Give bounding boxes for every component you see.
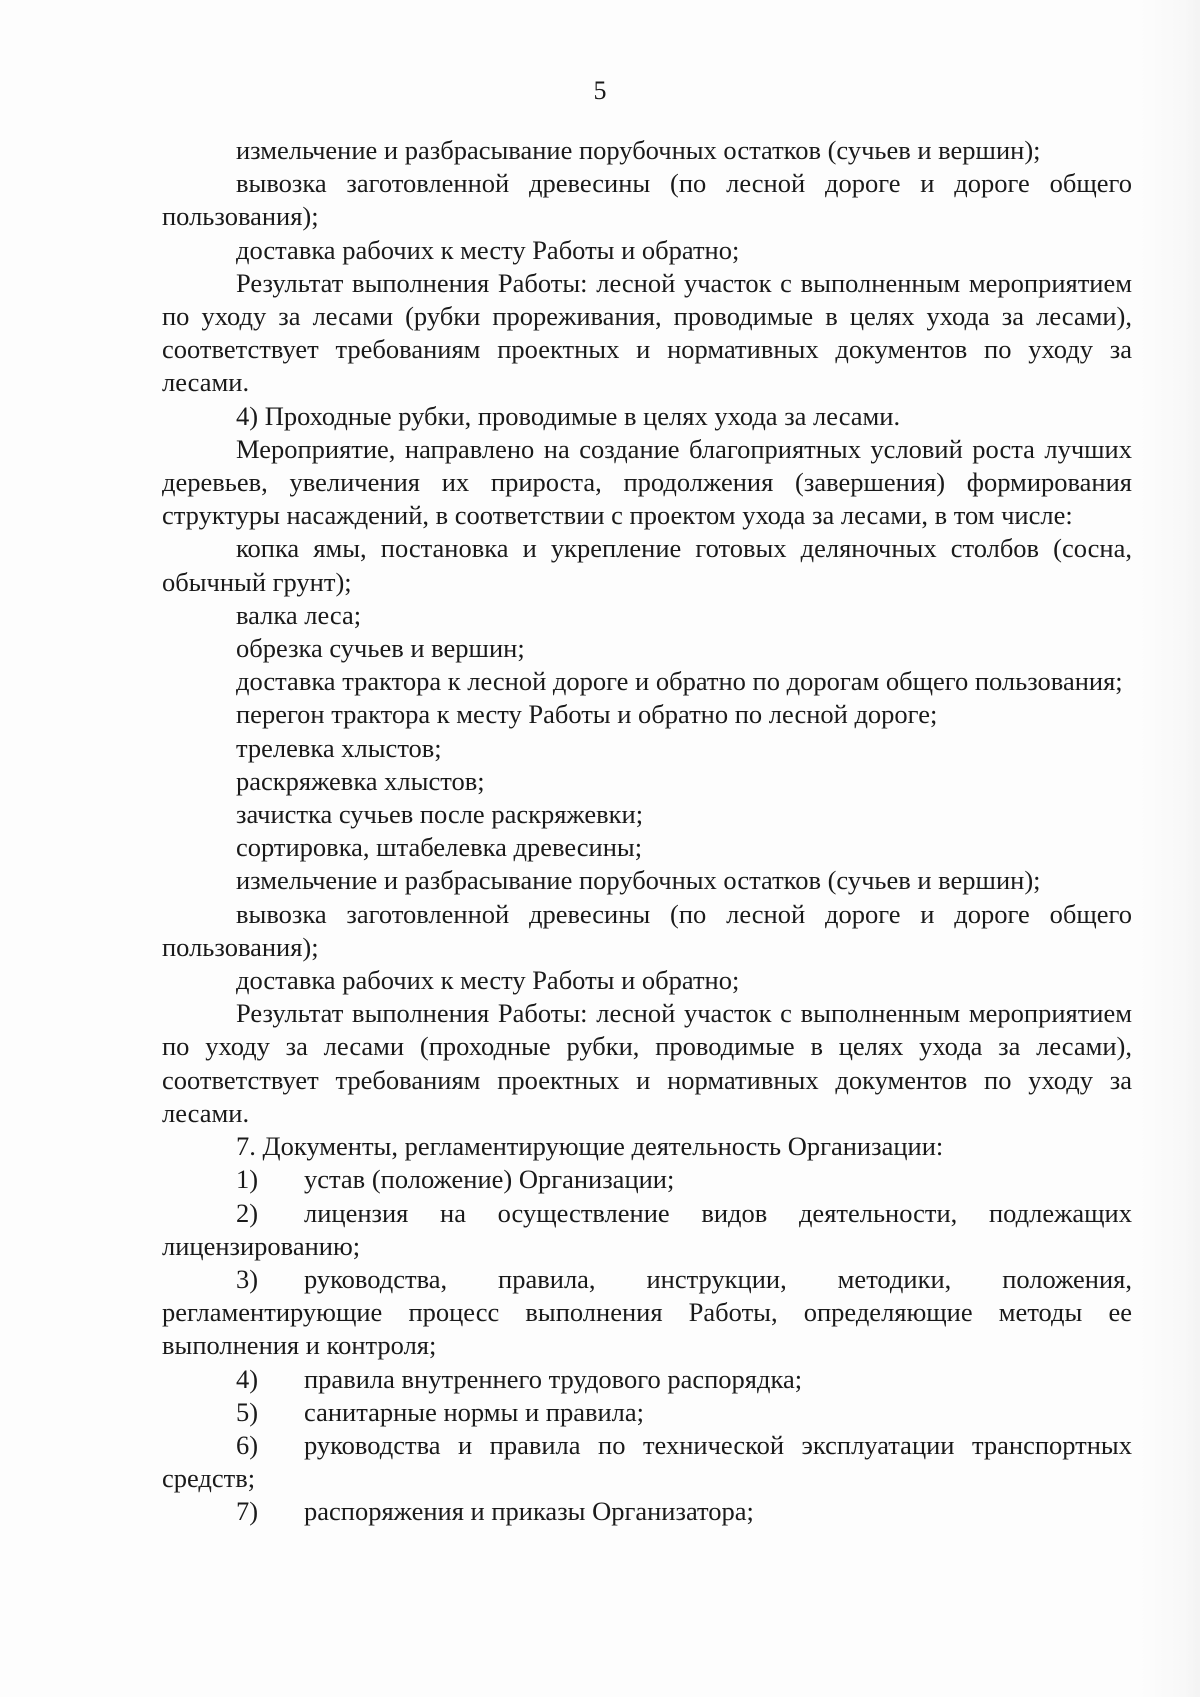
paragraph: трелевка хлыстов; xyxy=(236,732,442,763)
numbered-item xyxy=(162,1163,1132,1196)
paragraph: валка леса; xyxy=(236,599,362,630)
item-number: 4) xyxy=(236,1363,259,1394)
paragraph: перегон трактора к месту Работы и обратно по лесной дороге; xyxy=(236,699,938,730)
numbered-item xyxy=(162,1429,1132,1495)
paragraph: Мероприятие, направлено на создание благоприятных условий роста лучших деревьев, увеличения их прироста, продолжения (завершения) формирования структуры насаждений, в соответствии с проектом ухода за лесами, в том числе: xyxy=(162,433,1132,531)
item-text: лицензия на осуществление видов деятельности, подлежащих лицензированию; xyxy=(162,1197,1132,1261)
item-number: 5) xyxy=(236,1396,259,1427)
numbered-item xyxy=(162,1197,1132,1263)
paragraph: раскряжевка хлыстов; xyxy=(236,765,485,796)
numbered-item xyxy=(162,1396,1132,1429)
paragraph: измельчение и разбрасывание порубочных остатков (сучьев и вершин); xyxy=(236,865,1041,896)
item-text: руководства, правила, инструкции, методики, положения, регламентирующие процесс выполнения Работы, определяющие методы ее выполнения и контроля; xyxy=(162,1263,1132,1361)
numbered-item xyxy=(162,1495,1132,1528)
item-number: 6) xyxy=(236,1429,259,1460)
paragraph: сортировка, штабелевка древесины; xyxy=(236,832,643,863)
item-text: правила внутреннего трудового распорядка; xyxy=(304,1363,803,1394)
item-text: устав (положение) Организации; xyxy=(304,1164,675,1195)
item-number: 2) xyxy=(236,1197,259,1228)
paragraph: Результат выполнения Работы: лесной участок с выполненным мероприятием по уходу за лесами (проходные рубки, проводимые в целях ухода за лесами), соответствует требованиям проектных и нормативных документов по уходу за лесами. xyxy=(162,998,1132,1128)
paragraph: вывозка заготовленной древесины (по лесной дороге и дороге общего пользования); xyxy=(162,168,1132,232)
paragraph: зачистка сучьев после раскряжевки; xyxy=(236,799,644,830)
section-heading: 4) Проходные рубки, проводимые в целях ухода за лесами. xyxy=(236,400,901,431)
paragraph: доставка рабочих к месту Работы и обратно; xyxy=(236,965,740,996)
section-heading: 7. Документы, регламентирующие деятельность Организации: xyxy=(236,1131,944,1162)
item-text: санитарные нормы и правила; xyxy=(304,1396,645,1427)
document-body xyxy=(162,134,1132,1529)
item-text: руководства и правила по технической эксплуатации транспортных средств; xyxy=(162,1429,1132,1494)
paragraph: Результат выполнения Работы: лесной участок с выполненным мероприятием по уходу за лесами (рубки прореживания, проводимые в целях ухода за лесами), соответствует требованиям проектных и нормативных документов по уходу за лесами. xyxy=(162,267,1132,398)
page-number: 5 xyxy=(593,76,607,105)
item-number: 1) xyxy=(236,1164,259,1195)
scan-edge-shading xyxy=(1140,0,1200,1697)
paragraph: измельчение и разбрасывание порубочных остатков (сучьев и вершин); xyxy=(236,135,1041,165)
paragraph: копка ямы, постановка и укрепление готовых деляночных столбов (сосна, обычный грунт); xyxy=(162,533,1132,597)
item-number: 7) xyxy=(236,1496,259,1527)
numbered-item xyxy=(162,1263,1132,1363)
paragraph: доставка трактора к лесной дороге и обратно по дорогам общего пользования; xyxy=(236,666,1123,697)
item-text: распоряжения и приказы Организатора; xyxy=(304,1496,754,1527)
numbered-item xyxy=(162,1363,1132,1396)
paragraph: обрезка сучьев и вершин; xyxy=(236,633,525,664)
paragraph: доставка рабочих к месту Работы и обратно; xyxy=(236,234,740,265)
item-number: 3) xyxy=(236,1263,259,1294)
paragraph: вывозка заготовленной древесины (по лесной дороге и дороге общего пользования); xyxy=(162,898,1132,962)
